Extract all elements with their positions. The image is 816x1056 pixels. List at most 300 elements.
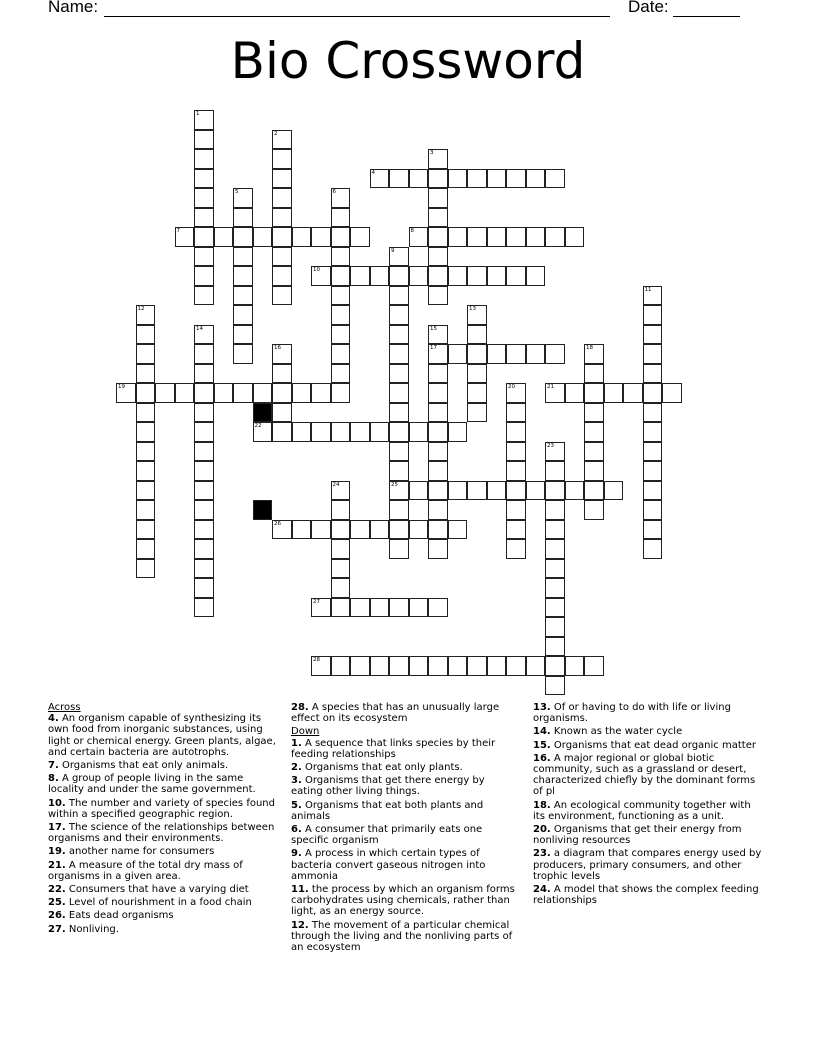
- clue-item-text: Organisms that eat only animals.: [58, 760, 229, 772]
- grid-cell[interactable]: [467, 227, 487, 247]
- clue-number: 12: [137, 306, 145, 312]
- grid-cell[interactable]: [545, 617, 565, 637]
- grid-cell[interactable]: [448, 169, 468, 189]
- clue-item-text: A group of people living in the same locality and under the same government.: [48, 773, 256, 796]
- clue-column-1: [48, 702, 276, 937]
- grid-cell[interactable]: [545, 637, 565, 657]
- grid-cell[interactable]: [545, 344, 565, 364]
- grid-cell[interactable]: [643, 325, 663, 345]
- clue-item: [48, 846, 276, 857]
- clue-number: 24: [332, 481, 340, 488]
- grid-cell[interactable]: [370, 656, 390, 676]
- grid-cell[interactable]: [136, 325, 156, 345]
- grid-cell[interactable]: [565, 227, 585, 247]
- clue-item: [291, 762, 519, 773]
- grid-cell[interactable]: [194, 227, 214, 247]
- grid-cell[interactable]: [487, 656, 507, 676]
- grid-cell[interactable]: [272, 149, 292, 169]
- grid-cell[interactable]: [136, 442, 156, 462]
- grid-cell[interactable]: [428, 461, 448, 481]
- grid-cell[interactable]: [643, 520, 663, 540]
- grid-cell[interactable]: [331, 520, 351, 540]
- grid-cell[interactable]: [467, 364, 487, 384]
- grid-cell[interactable]: [428, 364, 448, 384]
- clue-number: 21: [547, 384, 554, 390]
- grid-cell[interactable]: [175, 383, 195, 403]
- clue-item-text: the process by which an organism forms carbohydrates using chemicals, rather than light, as an energy source.: [291, 884, 515, 918]
- grid-cell[interactable]: [194, 442, 214, 462]
- grid-cell[interactable]: [604, 481, 624, 501]
- grid-cell[interactable]: [428, 481, 448, 501]
- grid-cell[interactable]: [604, 383, 624, 403]
- grid-cell[interactable]: [214, 383, 234, 403]
- grid-cell[interactable]: [389, 169, 409, 189]
- grid-cell[interactable]: [272, 383, 292, 403]
- grid-cell[interactable]: [350, 598, 370, 618]
- clue-item-number: 23.: [533, 848, 551, 860]
- grid-cell[interactable]: [136, 422, 156, 442]
- grid-cell[interactable]: [370, 422, 390, 442]
- clue-item-number: 25.: [48, 897, 66, 909]
- grid-cell[interactable]: [467, 481, 487, 501]
- grid-cell[interactable]: [506, 539, 526, 559]
- grid-cell[interactable]: [428, 247, 448, 267]
- grid-cell[interactable]: [331, 656, 351, 676]
- grid-cell[interactable]: [194, 461, 214, 481]
- clue-item-text: Nonliving.: [65, 923, 119, 935]
- grid-cell[interactable]: [409, 266, 429, 286]
- grid-cell[interactable]: [584, 461, 604, 481]
- grid-cell[interactable]: [584, 383, 604, 403]
- grid-cell[interactable]: [545, 598, 565, 618]
- grid-cell[interactable]: [428, 383, 448, 403]
- grid-cell[interactable]: [506, 481, 526, 501]
- clue-item-text: another name for consumers: [65, 846, 215, 858]
- grid-cell[interactable]: [194, 364, 214, 384]
- grid-cell[interactable]: [194, 481, 214, 501]
- grid-cell[interactable]: [194, 247, 214, 267]
- clue-item-text: An organism capable of synthesizing its own food from inorganic substances, using light or chemical energy. Green plants, algae, and certain bacteria are autotrophs.: [48, 713, 276, 758]
- clue-item-number: 22.: [48, 884, 66, 896]
- grid-cell[interactable]: [272, 227, 292, 247]
- grid-cell[interactable]: [331, 208, 351, 228]
- grid-cell[interactable]: [311, 227, 331, 247]
- clue-item: [291, 884, 519, 918]
- grid-cell[interactable]: [194, 422, 214, 442]
- grid-cell[interactable]: [272, 188, 292, 208]
- grid-cell[interactable]: [428, 286, 448, 306]
- grid-cell[interactable]: [194, 383, 214, 403]
- grid-cell[interactable]: [331, 344, 351, 364]
- grid-cell[interactable]: [136, 500, 156, 520]
- grid-cell[interactable]: [565, 383, 585, 403]
- grid-cell[interactable]: [233, 266, 253, 286]
- grid-cell[interactable]: [331, 286, 351, 306]
- grid-cell[interactable]: [194, 559, 214, 579]
- grid-cell[interactable]: [506, 403, 526, 423]
- grid-cell[interactable]: [428, 500, 448, 520]
- grid-cell[interactable]: [389, 266, 409, 286]
- grid-cell[interactable]: [584, 403, 604, 423]
- grid-cell[interactable]: [350, 422, 370, 442]
- clue-item-text: Organisms that get there energy by eating other living things.: [291, 775, 485, 798]
- grid-cell[interactable]: [506, 442, 526, 462]
- grid-cell[interactable]: [448, 227, 468, 247]
- grid-cell[interactable]: [545, 539, 565, 559]
- grid-cell[interactable]: [409, 481, 429, 501]
- clue-item: [291, 800, 519, 822]
- clue-number: 20: [508, 384, 515, 390]
- grid-cell[interactable]: [623, 383, 643, 403]
- clue-item-number: 19.: [48, 846, 66, 858]
- clue-item: [533, 702, 765, 724]
- grid-cell[interactable]: [643, 422, 663, 442]
- grid-cell[interactable]: [506, 169, 526, 189]
- grid-cell[interactable]: [194, 188, 214, 208]
- grid-cell[interactable]: [662, 383, 682, 403]
- grid-cell[interactable]: [643, 364, 663, 384]
- clue-item-number: 9.: [291, 848, 302, 860]
- grid-cell[interactable]: [545, 227, 565, 247]
- grid-cell[interactable]: [136, 344, 156, 364]
- clue-item-number: 27.: [48, 923, 66, 935]
- grid-cell[interactable]: [526, 266, 546, 286]
- clue-item-text: An ecological community together with its environment, functioning as a unit.: [533, 799, 751, 822]
- grid-cell[interactable]: [331, 500, 351, 520]
- grid-cell[interactable]: [272, 403, 292, 423]
- grid-cell[interactable]: [526, 344, 546, 364]
- grid-cell[interactable]: [272, 247, 292, 267]
- grid-cell[interactable]: [545, 169, 565, 189]
- grid-cell[interactable]: [467, 383, 487, 403]
- grid-cell[interactable]: [389, 364, 409, 384]
- grid-cell[interactable]: [467, 325, 487, 345]
- grid-cell[interactable]: [428, 188, 448, 208]
- grid-cell[interactable]: [428, 403, 448, 423]
- grid-cell[interactable]: [506, 266, 526, 286]
- grid-cell[interactable]: [506, 500, 526, 520]
- clue-item: [291, 775, 519, 797]
- grid-cell[interactable]: [526, 227, 546, 247]
- grid-cell[interactable]: [389, 422, 409, 442]
- clue-number: 25: [391, 481, 398, 488]
- grid-cell[interactable]: [389, 442, 409, 462]
- grid-cell[interactable]: [233, 227, 253, 247]
- grid-cell[interactable]: [350, 227, 370, 247]
- grid-cell[interactable]: [565, 656, 585, 676]
- clue-item-number: 1.: [291, 737, 302, 749]
- grid-cell[interactable]: [194, 286, 214, 306]
- grid-cell[interactable]: [194, 266, 214, 286]
- clue-number: 7: [176, 228, 180, 234]
- grid-cell[interactable]: [428, 442, 448, 462]
- grid-cell[interactable]: [194, 578, 214, 598]
- grid-cell[interactable]: [409, 169, 429, 189]
- grid-cell[interactable]: [136, 383, 156, 403]
- grid-cell[interactable]: [545, 481, 565, 501]
- grid-cell[interactable]: [487, 227, 507, 247]
- clue-number: 23: [547, 442, 554, 449]
- grid-cell[interactable]: [545, 656, 565, 676]
- clue-number: 2: [274, 130, 278, 137]
- grid-cell[interactable]: [448, 422, 468, 442]
- clue-item: [48, 773, 276, 795]
- grid-cell[interactable]: [584, 481, 604, 501]
- grid-cell[interactable]: [467, 403, 487, 423]
- grid-cell[interactable]: [155, 383, 175, 403]
- clue-number: 28: [313, 657, 320, 663]
- grid-cell[interactable]: [467, 344, 487, 364]
- grid-cell[interactable]: [584, 500, 604, 520]
- grid-cell[interactable]: [233, 286, 253, 306]
- clue-item-text: A model that shows the complex feeding relationships: [533, 884, 759, 907]
- clue-item-number: 7.: [48, 760, 59, 772]
- grid-cell[interactable]: [370, 598, 390, 618]
- grid-cell[interactable]: [331, 578, 351, 598]
- grid-cell[interactable]: [389, 598, 409, 618]
- grid-cell[interactable]: [214, 227, 234, 247]
- grid-cell[interactable]: [389, 461, 409, 481]
- grid-cell[interactable]: [272, 208, 292, 228]
- grid-cell[interactable]: [272, 266, 292, 286]
- clue-heading: Down: [291, 726, 320, 738]
- grid-cell[interactable]: [487, 344, 507, 364]
- grid-cell[interactable]: [331, 364, 351, 384]
- grid-cell[interactable]: [136, 461, 156, 481]
- grid-cell[interactable]: [194, 130, 214, 150]
- grid-cell[interactable]: [389, 656, 409, 676]
- grid-cell[interactable]: [233, 383, 253, 403]
- grid-cell[interactable]: [428, 169, 448, 189]
- grid-cell[interactable]: [253, 227, 273, 247]
- grid-cell[interactable]: [233, 305, 253, 325]
- grid-cell[interactable]: [233, 325, 253, 345]
- grid-cell[interactable]: [428, 266, 448, 286]
- grid-cell[interactable]: [233, 247, 253, 267]
- grid-cell[interactable]: [643, 403, 663, 423]
- grid-cell[interactable]: [545, 559, 565, 579]
- clue-item-text: A measure of the total dry mass of organisms in a given area.: [48, 859, 243, 882]
- grid-cell[interactable]: [643, 539, 663, 559]
- grid-cell[interactable]: [545, 578, 565, 598]
- grid-cell[interactable]: [448, 656, 468, 676]
- clue-item-number: 11.: [291, 884, 309, 896]
- clue-heading: Across: [48, 702, 81, 713]
- grid-cell[interactable]: [194, 149, 214, 169]
- grid-cell[interactable]: [409, 656, 429, 676]
- grid-cell[interactable]: [506, 422, 526, 442]
- grid-cell[interactable]: [331, 266, 351, 286]
- clue-number: 13: [469, 306, 476, 312]
- grid-cell[interactable]: [389, 344, 409, 364]
- grid-cell[interactable]: [331, 247, 351, 267]
- grid-cell[interactable]: [370, 520, 390, 540]
- grid-cell[interactable]: [331, 383, 351, 403]
- grid-cell[interactable]: [409, 422, 429, 442]
- grid-cell[interactable]: [487, 266, 507, 286]
- clue-item-number: 21.: [48, 859, 66, 871]
- grid-cell[interactable]: [467, 169, 487, 189]
- grid-cell[interactable]: [428, 598, 448, 618]
- grid-cell[interactable]: [487, 481, 507, 501]
- grid-cell[interactable]: [643, 305, 663, 325]
- clue-item: [48, 860, 276, 882]
- clue-item: [533, 726, 765, 737]
- clue-item: [48, 713, 276, 758]
- clue-item-number: 14.: [533, 726, 551, 738]
- grid-cell[interactable]: [428, 520, 448, 540]
- grid-cell[interactable]: [194, 500, 214, 520]
- grid-cell[interactable]: [467, 266, 487, 286]
- grid-cell[interactable]: [584, 442, 604, 462]
- grid-cell[interactable]: [565, 481, 585, 501]
- grid-cell[interactable]: [448, 344, 468, 364]
- grid-cell[interactable]: [136, 520, 156, 540]
- grid-cell[interactable]: [389, 403, 409, 423]
- grid-cell[interactable]: [331, 539, 351, 559]
- clue-item-text: Consumers that have a varying diet: [65, 884, 249, 896]
- grid-cell[interactable]: [389, 325, 409, 345]
- grid-cell[interactable]: [409, 598, 429, 618]
- grid-cell[interactable]: [272, 364, 292, 384]
- grid-cell[interactable]: [487, 169, 507, 189]
- clue-item-number: 24.: [533, 884, 551, 896]
- grid-cell[interactable]: [233, 344, 253, 364]
- grid-cell[interactable]: [584, 364, 604, 384]
- clue-item-number: 20.: [533, 824, 551, 836]
- grid-cell[interactable]: [253, 383, 273, 403]
- clue-item-number: 26.: [48, 910, 66, 922]
- clue-number: 1: [196, 111, 200, 117]
- grid-cell[interactable]: [194, 403, 214, 423]
- grid-cell[interactable]: [448, 266, 468, 286]
- grid-cell[interactable]: [526, 481, 546, 501]
- clue-item-number: 5.: [291, 799, 302, 811]
- grid-cell[interactable]: [389, 305, 409, 325]
- grid-cell[interactable]: [194, 344, 214, 364]
- grid-cell[interactable]: [545, 461, 565, 481]
- grid-cell[interactable]: [506, 227, 526, 247]
- grid-cell[interactable]: [389, 500, 409, 520]
- grid-cell[interactable]: [311, 422, 331, 442]
- clue-item: [533, 848, 765, 882]
- grid-cell[interactable]: [331, 422, 351, 442]
- grid-cell[interactable]: [331, 305, 351, 325]
- clue-number: 16: [274, 345, 281, 351]
- clue-item-text: A sequence that links species by their feeding relationships: [291, 737, 496, 760]
- grid-cell[interactable]: [428, 422, 448, 442]
- grid-cell[interactable]: [331, 227, 351, 247]
- clue-number: 6: [332, 189, 336, 195]
- grid-cell[interactable]: [194, 208, 214, 228]
- grid-cell[interactable]: [292, 383, 312, 403]
- grid-cell[interactable]: [526, 656, 546, 676]
- grid-cell[interactable]: [389, 539, 409, 559]
- clue-item-number: 17.: [48, 822, 66, 834]
- clue-item-text: Level of nourishment in a food chain: [65, 897, 252, 909]
- clue-item-text: The number and variety of species found within a specified geographic region.: [48, 797, 275, 820]
- grid-cell[interactable]: [448, 481, 468, 501]
- grid-cell[interactable]: [643, 461, 663, 481]
- grid-cell[interactable]: [272, 169, 292, 189]
- clue-item-text: The movement of a particular chemical through the living and the nonliving parts of an ecosystem: [291, 919, 513, 954]
- grid-cell[interactable]: [428, 208, 448, 228]
- grid-cell[interactable]: [311, 520, 331, 540]
- grid-cell[interactable]: [292, 227, 312, 247]
- grid-cell[interactable]: [643, 383, 663, 403]
- grid-cell[interactable]: [506, 344, 526, 364]
- grid-cell[interactable]: [467, 656, 487, 676]
- grid-cell[interactable]: [428, 656, 448, 676]
- clue-item-number: 8.: [48, 773, 59, 785]
- clue-number: 3: [430, 150, 434, 156]
- grid-cell[interactable]: [194, 598, 214, 618]
- clue-number: 10: [313, 267, 320, 273]
- grid-cell[interactable]: [311, 383, 331, 403]
- grid-cell[interactable]: [506, 656, 526, 676]
- grid-cell[interactable]: [545, 520, 565, 540]
- grid-cell[interactable]: [506, 520, 526, 540]
- grid-cell[interactable]: [584, 656, 604, 676]
- grid-cell[interactable]: [409, 520, 429, 540]
- grid-cell[interactable]: [272, 286, 292, 306]
- grid-cell[interactable]: [331, 598, 351, 618]
- grid-cell[interactable]: [506, 461, 526, 481]
- grid-cell[interactable]: [350, 266, 370, 286]
- clue-item: [533, 800, 765, 822]
- grid-cell[interactable]: [331, 325, 351, 345]
- grid-cell[interactable]: [389, 383, 409, 403]
- clue-item: [291, 738, 519, 760]
- grid-cell[interactable]: [292, 422, 312, 442]
- grid-cell[interactable]: [136, 539, 156, 559]
- clue-item: [291, 848, 519, 882]
- grid-cell[interactable]: [194, 520, 214, 540]
- grid-cell[interactable]: [292, 520, 312, 540]
- clue-number: 22: [254, 423, 262, 429]
- clue-item-number: 3.: [291, 775, 302, 787]
- grid-cell[interactable]: [272, 422, 292, 442]
- grid-cell[interactable]: [350, 520, 370, 540]
- grid-cell[interactable]: [428, 227, 448, 247]
- grid-cell[interactable]: [233, 208, 253, 228]
- grid-cell[interactable]: [428, 539, 448, 559]
- grid-cell[interactable]: [136, 364, 156, 384]
- grid-cell[interactable]: [194, 169, 214, 189]
- grid-cell[interactable]: [643, 481, 663, 501]
- grid-cell[interactable]: [136, 559, 156, 579]
- grid-cell[interactable]: [389, 286, 409, 306]
- clue-number: 11: [644, 286, 652, 293]
- clue-item-number: 4.: [48, 713, 59, 725]
- clue-item: [48, 798, 276, 820]
- grid-cell[interactable]: [136, 403, 156, 423]
- grid-cell[interactable]: [350, 656, 370, 676]
- grid-cell[interactable]: [526, 169, 546, 189]
- grid-cell[interactable]: [389, 520, 409, 540]
- grid-cell[interactable]: [136, 481, 156, 501]
- grid-cell[interactable]: [545, 500, 565, 520]
- grid-cell[interactable]: [448, 520, 468, 540]
- grid-cell[interactable]: [643, 344, 663, 364]
- grid-cell[interactable]: [194, 539, 214, 559]
- grid-cell[interactable]: [545, 676, 565, 696]
- grid-cell[interactable]: [331, 559, 351, 579]
- grid-cell[interactable]: [584, 422, 604, 442]
- grid-cell[interactable]: [643, 500, 663, 520]
- grid-cell[interactable]: [643, 442, 663, 462]
- grid-cell[interactable]: [370, 266, 390, 286]
